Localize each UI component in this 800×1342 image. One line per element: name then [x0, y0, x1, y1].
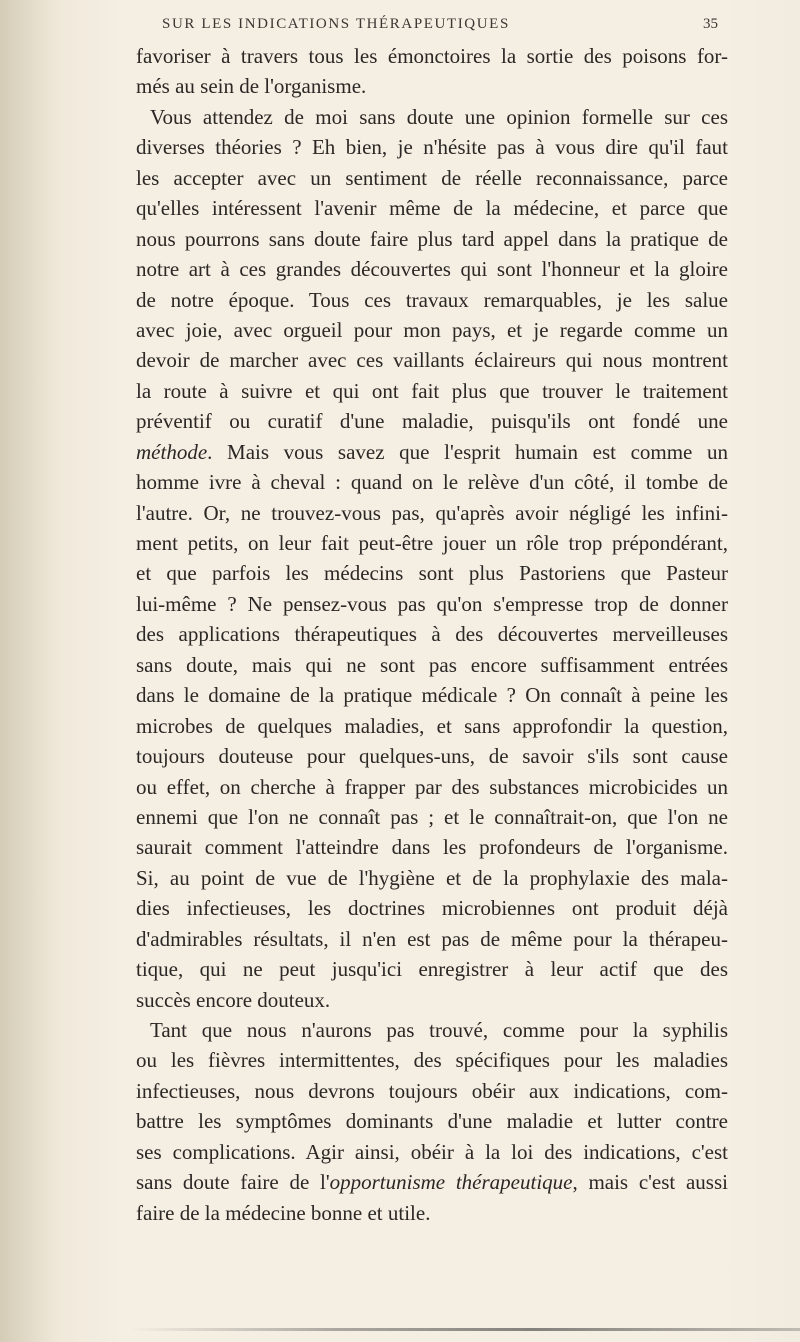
line-text: tique, qui ne peut jusqu'ici enregistrer à leur actif que des [136, 957, 728, 982]
line-text: diverses théories ? Eh bien, je n'hésite pas à vous dire qu'il faut [136, 135, 728, 160]
line-text: saurait comment l'atteindre dans les profondeurs de l'organisme. [136, 835, 728, 860]
text-line [136, 528, 728, 558]
line-text: favoriser à travers tous les émonctoires la sortie des poisons for- [136, 44, 728, 68]
line-text: la route à suivre et qui ont fait plus que trouver le traitement [136, 378, 728, 403]
text-line [136, 224, 728, 254]
line-text: ses complications. Agir ainsi, obéir à la loi des indications, c'est [136, 1139, 728, 1164]
text-line [136, 498, 728, 528]
text-line [136, 315, 728, 345]
line-text: més au sein de l'organisme. [136, 74, 367, 99]
text-line [136, 437, 728, 467]
text-line [136, 193, 728, 223]
text-line [136, 41, 728, 71]
line-text: les accepter avec un sentiment de réelle reconnaissance, parce [136, 165, 728, 190]
text-line [136, 132, 728, 162]
text-line [136, 254, 728, 284]
text-line [136, 711, 728, 741]
line-text: toujours douteuse pour quelques-uns, de savoir s'ils sont cause [136, 744, 728, 769]
line-text: ennemi que l'on ne connaît pas ; et le connaîtrait-on, que l'on ne [136, 804, 728, 829]
text-line [136, 863, 728, 893]
text-line [136, 1076, 728, 1106]
line-text: de notre époque. Tous ces travaux remarquables, je les salue [136, 287, 728, 312]
text-line [136, 772, 728, 802]
line-text: ou effet, on cherche à frapper par des substances microbicides un [136, 774, 728, 799]
page-number: 35 [703, 16, 718, 32]
italic-text: méthode [136, 439, 208, 464]
line-text: faire de la médecine bonne et utile. [136, 1200, 431, 1225]
text-line [136, 1198, 728, 1228]
text-line [136, 589, 728, 619]
text-line [136, 893, 728, 923]
line-text: dies infectieuses, les doctrines microbiennes ont produit déjà [136, 896, 728, 921]
line-text: . Mais vous savez que l'esprit humain est comme un [207, 439, 728, 464]
line-text: Si, au point de vue de l'hygiène et de la prophylaxie des mala- [136, 865, 728, 890]
line-text: , mais c'est aussi [572, 1170, 728, 1195]
line-text: Vous attendez de moi sans doute une opinion formelle sur ces [150, 104, 728, 129]
text-line [136, 985, 728, 1015]
page-gutter-shadow [0, 0, 60, 1342]
text-line [136, 924, 728, 954]
page-bottom-edge [130, 1328, 800, 1331]
line-text: notre art à ces grandes découvertes qui sont l'honneur et la gloire [136, 257, 728, 282]
text-line [136, 1106, 728, 1136]
line-text: et que parfois les médecins sont plus Pastoriens que Pasteur [136, 561, 728, 586]
text-line [136, 345, 728, 375]
line-text: Tant que nous n'aurons pas trouvé, comme pour la syphilis [150, 1018, 728, 1042]
line-text: lui-même ? Ne pensez-vous pas qu'on s'empresse trop de donner [136, 591, 728, 616]
text-line [136, 1167, 728, 1197]
text-line [136, 71, 728, 101]
body-text [136, 41, 728, 1228]
text-line [136, 650, 728, 680]
line-text: devoir de marcher avec ces vaillants éclaireurs qui nous montrent [136, 348, 728, 373]
running-head: SUR LES INDICATIONS THÉRAPEUTIQUES [162, 16, 510, 32]
line-text: sans doute, mais qui ne sont pas encore suffisamment entrées [136, 652, 728, 677]
text-line [136, 802, 728, 832]
text-line [136, 467, 728, 497]
text-line [136, 406, 728, 436]
line-text: homme ivre à cheval : quand on le relève d'un côté, il tombe de [136, 470, 728, 495]
line-text: ou les fièvres intermittentes, des spécifiques pour les maladies [136, 1048, 728, 1073]
line-text: sans doute faire de l' [136, 1170, 330, 1195]
line-text: succès encore douteux. [136, 987, 331, 1012]
page-header [162, 12, 722, 36]
text-line [136, 741, 728, 771]
text-line [136, 163, 728, 193]
text-line [136, 285, 728, 315]
line-text: battre les symptômes dominants d'une maladie et lutter contre [136, 1109, 728, 1134]
text-line [136, 680, 728, 710]
text-line [136, 376, 728, 406]
text-line [136, 102, 728, 132]
text-line [136, 832, 728, 862]
italic-text: opportunisme thérapeutique [329, 1170, 573, 1195]
line-text: microbes de quelques maladies, et sans approfondir la question, [136, 713, 728, 738]
line-text: qu'elles intéressent l'avenir même de la médecine, et parce que [136, 196, 728, 221]
line-text: dans le domaine de la pratique médicale ? On connaît à peine les [136, 683, 728, 708]
line-text: ment petits, on leur fait peut-être jouer un rôle trop prépondérant, [136, 531, 728, 555]
line-text: avec joie, avec orgueil pour mon pays, et je regarde comme un [136, 317, 728, 342]
line-text: l'autre. Or, ne trouvez-vous pas, qu'après avoir négligé les infini- [136, 500, 728, 525]
text-line [136, 1045, 728, 1075]
text-line [136, 1015, 728, 1045]
line-text: préventif ou curatif d'une maladie, puisqu'ils ont fondé une [136, 409, 728, 434]
text-line [136, 954, 728, 984]
line-text: des applications thérapeutiques à des découvertes merveilleuses [136, 622, 728, 647]
line-text: infectieuses, nous devrons toujours obéir aux indications, com- [136, 1078, 728, 1103]
text-line [136, 1137, 728, 1167]
line-text: nous pourrons sans doute faire plus tard appel dans la pratique de [136, 226, 728, 251]
text-line [136, 619, 728, 649]
line-text: d'admirables résultats, il n'en est pas de même pour la thérapeu- [136, 926, 728, 951]
text-line [136, 558, 728, 588]
